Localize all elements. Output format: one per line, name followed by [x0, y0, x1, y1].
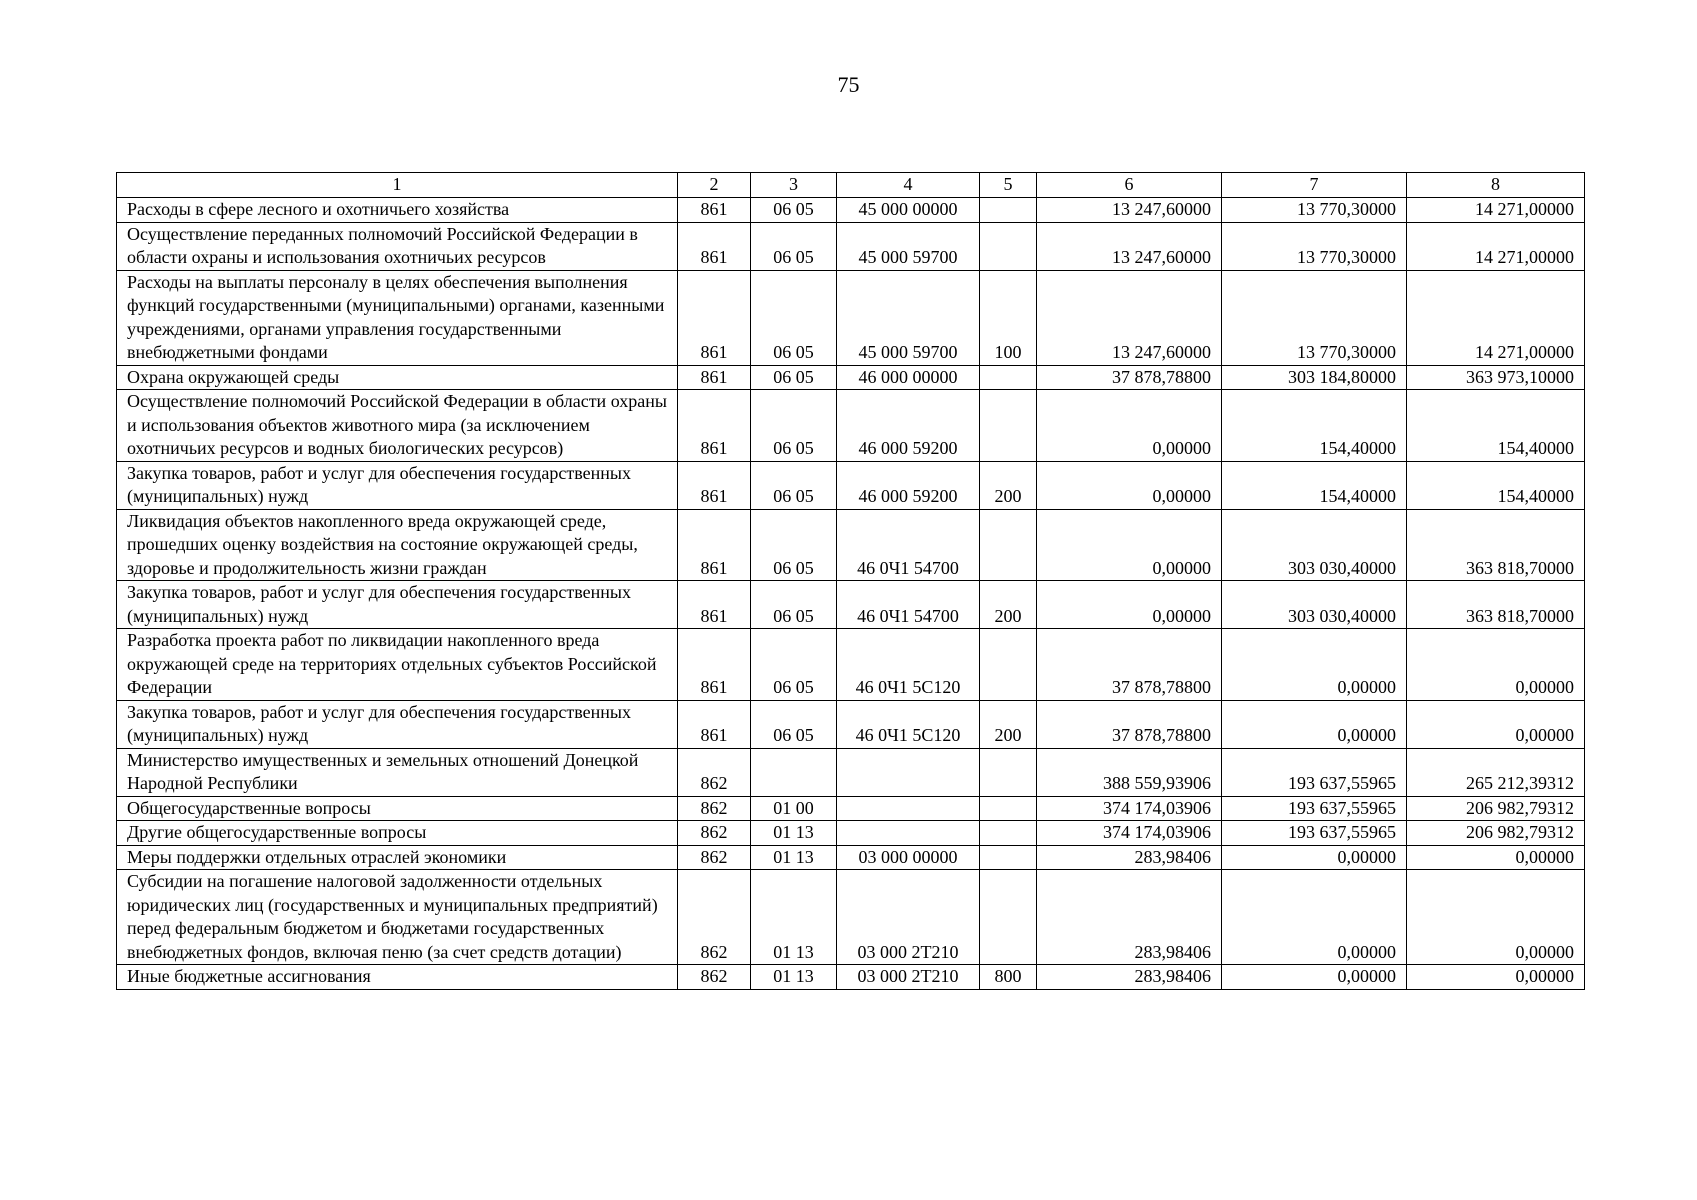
section-code: 06 05	[751, 700, 837, 748]
target-article-code: 03 000 2Т210	[837, 870, 980, 965]
table-header-row	[117, 173, 1585, 198]
amount-col-7: 193 637,55965	[1222, 796, 1407, 821]
amount-col-7: 303 030,40000	[1222, 581, 1407, 629]
amount-col-8: 363 818,70000	[1407, 509, 1585, 581]
amount-col-6: 0,00000	[1037, 581, 1222, 629]
row-name: Расходы на выплаты персоналу в целях обеспечения выполнения функций государственными (муниципальными) органами, казенными учреждениями, органами управления государственными внебюджетными фондами	[117, 270, 678, 365]
amount-col-7: 154,40000	[1222, 390, 1407, 462]
amount-col-8: 363 818,70000	[1407, 581, 1585, 629]
row-name: Закупка товаров, работ и услуг для обеспечения государственных (муниципальных) нужд	[117, 461, 678, 509]
table-row	[117, 821, 1585, 846]
row-name: Закупка товаров, работ и услуг для обеспечения государственных (муниципальных) нужд	[117, 700, 678, 748]
amount-col-6: 283,98406	[1037, 870, 1222, 965]
amount-col-8: 0,00000	[1407, 845, 1585, 870]
column-header: 5	[980, 173, 1037, 198]
table-row	[117, 700, 1585, 748]
target-article-code: 45 000 00000	[837, 198, 980, 223]
row-name: Осуществление переданных полномочий Российской Федерации в области охраны и использования охотничьих ресурсов	[117, 222, 678, 270]
column-header: 4	[837, 173, 980, 198]
expense-type-code	[980, 870, 1037, 965]
expense-type-code: 100	[980, 270, 1037, 365]
table-row	[117, 270, 1585, 365]
row-name: Другие общегосударственные вопросы	[117, 821, 678, 846]
expense-type-code: 200	[980, 461, 1037, 509]
ministry-code: 861	[678, 365, 751, 390]
section-code: 06 05	[751, 198, 837, 223]
expense-type-code	[980, 198, 1037, 223]
expense-type-code	[980, 796, 1037, 821]
amount-col-7: 303 030,40000	[1222, 509, 1407, 581]
section-code: 06 05	[751, 509, 837, 581]
amount-col-6: 37 878,78800	[1037, 629, 1222, 701]
amount-col-8: 0,00000	[1407, 965, 1585, 990]
ministry-code: 862	[678, 796, 751, 821]
amount-col-6: 388 559,93906	[1037, 748, 1222, 796]
amount-col-7: 193 637,55965	[1222, 821, 1407, 846]
expense-type-code: 200	[980, 700, 1037, 748]
table-row	[117, 845, 1585, 870]
amount-col-7: 0,00000	[1222, 965, 1407, 990]
ministry-code: 861	[678, 629, 751, 701]
expense-type-code	[980, 222, 1037, 270]
section-code: 01 13	[751, 821, 837, 846]
amount-col-8: 363 973,10000	[1407, 365, 1585, 390]
amount-col-7: 13 770,30000	[1222, 222, 1407, 270]
column-header: 1	[117, 173, 678, 198]
table-row	[117, 461, 1585, 509]
amount-col-8: 14 271,00000	[1407, 270, 1585, 365]
target-article-code: 45 000 59700	[837, 270, 980, 365]
row-name: Субсидии на погашение налоговой задолженности отдельных юридических лиц (государственных и муниципальных предприятий) перед федеральным бюджетом и бюджетами государственных внебюджетных фондов, включая пеню (за счет средств дотации)	[117, 870, 678, 965]
amount-col-7: 0,00000	[1222, 629, 1407, 701]
amount-col-7: 193 637,55965	[1222, 748, 1407, 796]
target-article-code	[837, 796, 980, 821]
amount-col-6: 374 174,03906	[1037, 796, 1222, 821]
table-row	[117, 198, 1585, 223]
section-code: 06 05	[751, 365, 837, 390]
target-article-code	[837, 821, 980, 846]
amount-col-6: 0,00000	[1037, 461, 1222, 509]
amount-col-7: 0,00000	[1222, 870, 1407, 965]
amount-col-8: 154,40000	[1407, 390, 1585, 462]
table-row	[117, 365, 1585, 390]
amount-col-6: 374 174,03906	[1037, 821, 1222, 846]
ministry-code: 862	[678, 821, 751, 846]
table-row	[117, 870, 1585, 965]
ministry-code: 861	[678, 461, 751, 509]
amount-col-6: 13 247,60000	[1037, 222, 1222, 270]
target-article-code: 46 000 00000	[837, 365, 980, 390]
section-code: 06 05	[751, 629, 837, 701]
amount-col-6: 13 247,60000	[1037, 198, 1222, 223]
expense-type-code	[980, 748, 1037, 796]
amount-col-6: 0,00000	[1037, 390, 1222, 462]
table-row	[117, 629, 1585, 701]
target-article-code: 46 000 59200	[837, 461, 980, 509]
section-code: 01 00	[751, 796, 837, 821]
ministry-code: 861	[678, 509, 751, 581]
expense-type-code: 800	[980, 965, 1037, 990]
row-name: Осуществление полномочий Российской Федерации в области охраны и использования объектов животного мира (за исключением охотничьих ресурсов и водных биологических ресурсов)	[117, 390, 678, 462]
amount-col-8: 265 212,39312	[1407, 748, 1585, 796]
target-article-code: 03 000 2Т210	[837, 965, 980, 990]
amount-col-8: 0,00000	[1407, 870, 1585, 965]
target-article-code: 46 0Ч1 54700	[837, 509, 980, 581]
section-code: 06 05	[751, 461, 837, 509]
table-row	[117, 965, 1585, 990]
row-name: Расходы в сфере лесного и охотничьего хозяйства	[117, 198, 678, 223]
section-code: 06 05	[751, 270, 837, 365]
table-row	[117, 581, 1585, 629]
table-row	[117, 222, 1585, 270]
table-row	[117, 796, 1585, 821]
page-number: 75	[837, 72, 860, 97]
amount-col-7: 13 770,30000	[1222, 198, 1407, 223]
expense-type-code	[980, 845, 1037, 870]
section-code: 01 13	[751, 965, 837, 990]
amount-col-6: 283,98406	[1037, 965, 1222, 990]
ministry-code: 861	[678, 198, 751, 223]
section-code: 06 05	[751, 222, 837, 270]
amount-col-7: 13 770,30000	[1222, 270, 1407, 365]
row-name: Общегосударственные вопросы	[117, 796, 678, 821]
row-name: Охрана окружающей среды	[117, 365, 678, 390]
expense-type-code	[980, 390, 1037, 462]
table-row	[117, 509, 1585, 581]
row-name: Меры поддержки отдельных отраслей экономики	[117, 845, 678, 870]
amount-col-6: 37 878,78800	[1037, 700, 1222, 748]
amount-col-6: 0,00000	[1037, 509, 1222, 581]
ministry-code: 862	[678, 748, 751, 796]
target-article-code: 46 0Ч1 5С120	[837, 700, 980, 748]
ministry-code: 861	[678, 270, 751, 365]
column-header: 3	[751, 173, 837, 198]
amount-col-7: 154,40000	[1222, 461, 1407, 509]
amount-col-8: 0,00000	[1407, 629, 1585, 701]
amount-col-8: 206 982,79312	[1407, 796, 1585, 821]
amount-col-7: 0,00000	[1222, 845, 1407, 870]
amount-col-7: 0,00000	[1222, 700, 1407, 748]
amount-col-7: 303 184,80000	[1222, 365, 1407, 390]
ministry-code: 861	[678, 700, 751, 748]
expense-type-code	[980, 509, 1037, 581]
amount-col-8: 0,00000	[1407, 700, 1585, 748]
column-header: 7	[1222, 173, 1407, 198]
expense-type-code	[980, 365, 1037, 390]
row-name: Министерство имущественных и земельных отношений Донецкой Народной Республики	[117, 748, 678, 796]
section-code: 06 05	[751, 390, 837, 462]
expense-type-code	[980, 821, 1037, 846]
amount-col-6: 283,98406	[1037, 845, 1222, 870]
table-row	[117, 748, 1585, 796]
ministry-code: 861	[678, 581, 751, 629]
amount-col-8: 14 271,00000	[1407, 222, 1585, 270]
amount-col-8: 14 271,00000	[1407, 198, 1585, 223]
ministry-code: 861	[678, 390, 751, 462]
section-code	[751, 748, 837, 796]
expense-type-code	[980, 629, 1037, 701]
ministry-code: 862	[678, 965, 751, 990]
column-header: 8	[1407, 173, 1585, 198]
amount-col-8: 154,40000	[1407, 461, 1585, 509]
row-name: Ликвидация объектов накопленного вреда окружающей среде, прошедших оценку воздействия на состояние окружающей среды, здоровье и продолжительность жизни граждан	[117, 509, 678, 581]
ministry-code: 861	[678, 222, 751, 270]
target-article-code	[837, 748, 980, 796]
budget-table	[116, 172, 1585, 990]
row-name: Разработка проекта работ по ликвидации накопленного вреда окружающей среде на территориях отдельных субъектов Российской Федерации	[117, 629, 678, 701]
amount-col-6: 13 247,60000	[1037, 270, 1222, 365]
column-header: 2	[678, 173, 751, 198]
target-article-code: 46 000 59200	[837, 390, 980, 462]
section-code: 01 13	[751, 870, 837, 965]
amount-col-8: 206 982,79312	[1407, 821, 1585, 846]
section-code: 06 05	[751, 581, 837, 629]
ministry-code: 862	[678, 870, 751, 965]
column-header: 6	[1037, 173, 1222, 198]
table-row	[117, 390, 1585, 462]
target-article-code: 46 0Ч1 54700	[837, 581, 980, 629]
target-article-code: 45 000 59700	[837, 222, 980, 270]
row-name: Закупка товаров, работ и услуг для обеспечения государственных (муниципальных) нужд	[117, 581, 678, 629]
row-name: Иные бюджетные ассигнования	[117, 965, 678, 990]
target-article-code: 46 0Ч1 5С120	[837, 629, 980, 701]
ministry-code: 862	[678, 845, 751, 870]
expense-type-code: 200	[980, 581, 1037, 629]
target-article-code: 03 000 00000	[837, 845, 980, 870]
amount-col-6: 37 878,78800	[1037, 365, 1222, 390]
section-code: 01 13	[751, 845, 837, 870]
